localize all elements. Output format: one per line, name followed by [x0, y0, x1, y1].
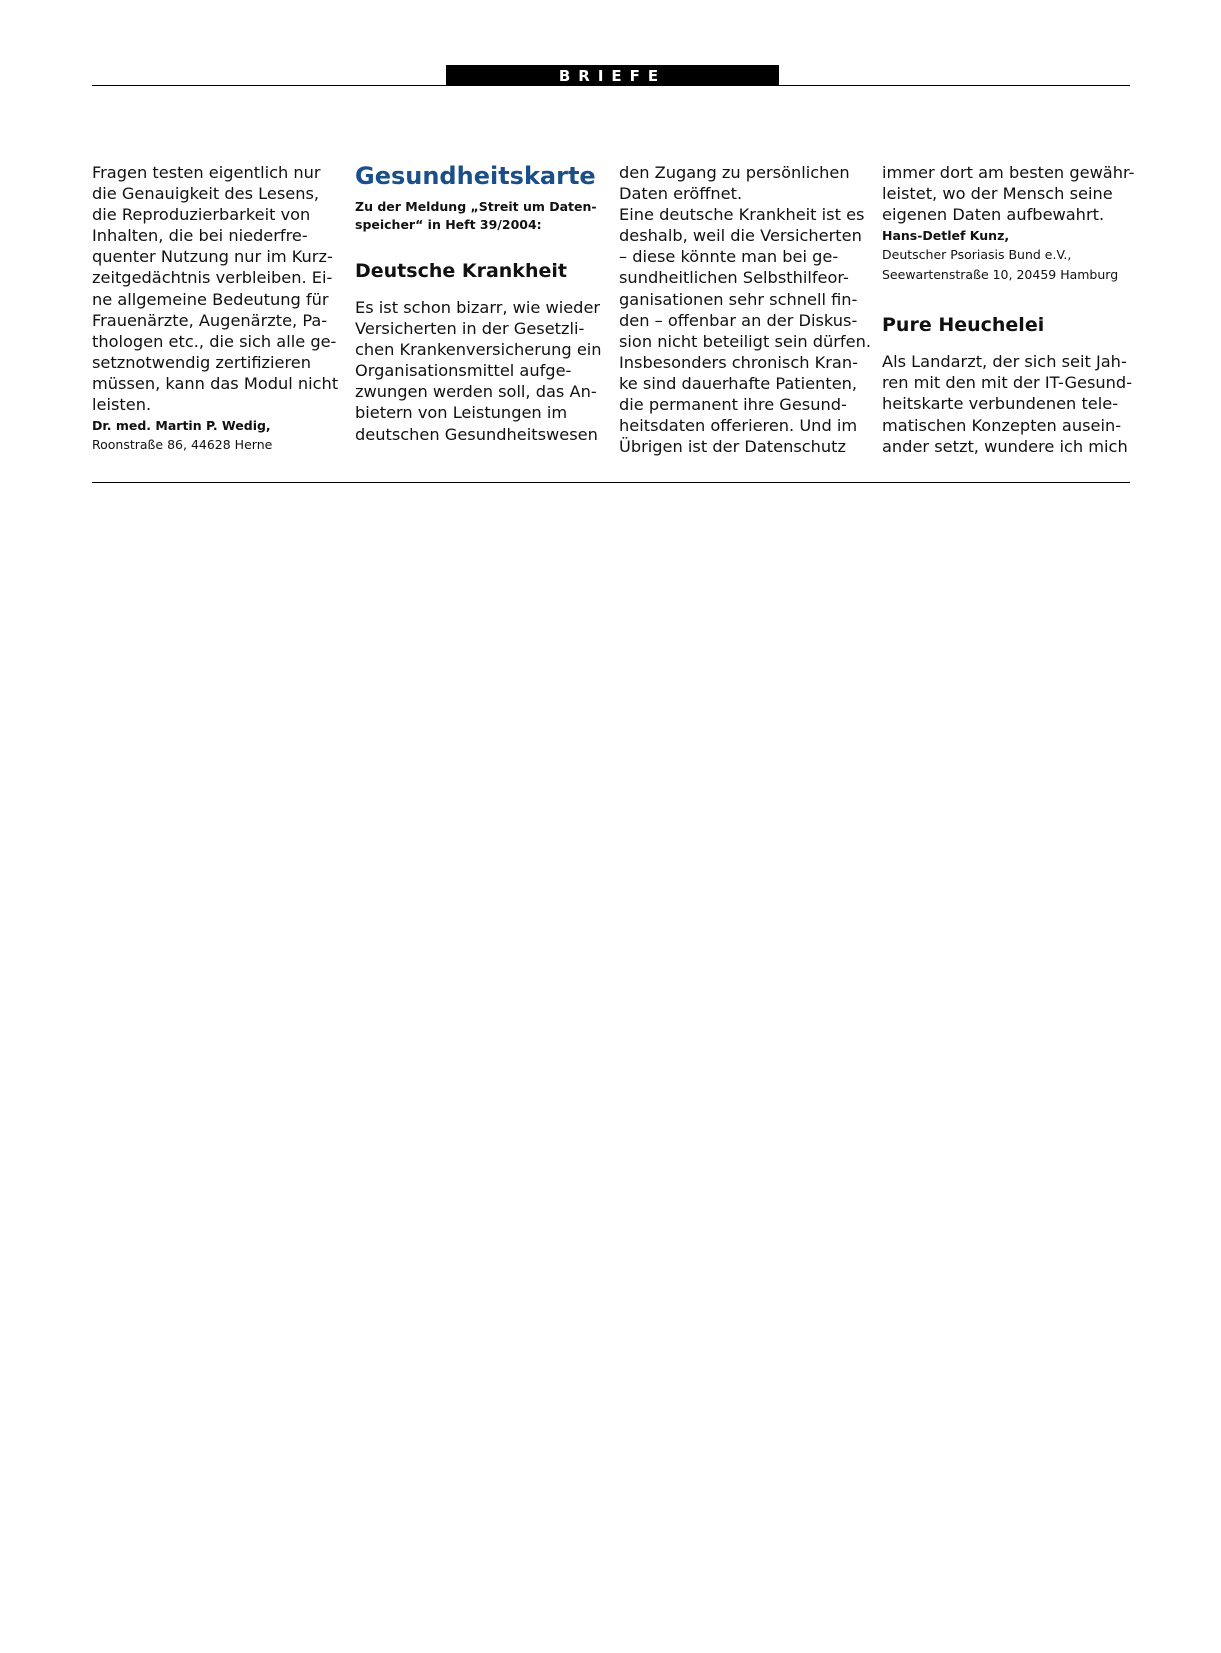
text-line: ren mit den mit der IT-Gesund- [882, 373, 1133, 393]
text-line: ne allgemeine Bedeutung für [92, 289, 329, 309]
text-line: die Reproduzierbarkeit von [92, 205, 311, 225]
text-line: die Genauigkeit des Lesens, [92, 184, 320, 204]
letter-heading: Pure Heuchelei [882, 314, 1045, 337]
text-line: thologen etc., die sich alle ge- [92, 331, 337, 351]
letter-body-end [882, 162, 1135, 225]
text-line: die permanent ihre Gesund- [619, 395, 847, 415]
column-3 [619, 162, 871, 457]
text-line: zwungen werden soll, das An- [355, 382, 597, 402]
text-line: deshalb, weil die Versicherten [619, 226, 862, 246]
text-line: Eine deutsche Krankheit ist es [619, 205, 865, 225]
article-reference [355, 198, 603, 233]
column-1 [92, 162, 340, 455]
text-line: Organisationsmittel aufge- [355, 361, 572, 381]
text-line: zeitgedächtnis verbleiben. Ei- [92, 268, 333, 288]
text-line: sundheitlichen Selbsthilfeor- [619, 268, 849, 288]
text-line: Versicherten in der Gesetzli- [355, 319, 585, 339]
author-organization: Deutscher Psoriasis Bund e.V., [882, 247, 1072, 263]
author-address: Seewartenstraße 10, 20459 Hamburg [882, 267, 1119, 283]
column-2 [355, 162, 603, 445]
text-line: bietern von Leistungen im [355, 403, 568, 423]
reference-line: Zu der Meldung „Streit um Daten- [355, 199, 597, 214]
text-line: chen Krankenversicherung ein [355, 340, 602, 360]
section-label: BRIEFE [446, 65, 779, 86]
text-line: den Zugang zu persönlichen [619, 163, 850, 182]
text-line: deutschen Gesundheitswesen [355, 424, 598, 444]
letter-body [355, 297, 603, 445]
letter-body [882, 351, 1133, 456]
author-name: Hans-Detlef Kunz, [882, 228, 1010, 244]
footer-rule [92, 482, 1130, 483]
text-line: Es ist schon bizarr, wie wieder [355, 298, 601, 317]
article-title: Gesundheitskarte [355, 162, 596, 190]
text-line: quenter Nutzung nur im Kurz- [92, 247, 333, 267]
author-name: Dr. med. Martin P. Wedig, [92, 418, 271, 434]
text-line: Als Landarzt, der sich seit Jah- [882, 352, 1127, 372]
text-line: müssen, kann das Modul nicht [92, 373, 339, 393]
text-line: eigenen Daten aufbewahrt. [882, 205, 1105, 225]
text-line: heitskarte verbundenen tele- [882, 394, 1119, 414]
author-address: Roonstraße 86, 44628 Herne [92, 437, 273, 453]
letter-body-continued [619, 162, 871, 457]
text-line: den – offenbar an der Diskus- [619, 310, 858, 330]
text-line: – diese könnte man bei ge- [619, 247, 839, 267]
text-line: leisten. [92, 395, 152, 415]
letter-heading: Deutsche Krankheit [355, 260, 567, 282]
column-4 [882, 162, 1135, 457]
text-line: ke sind dauerhafte Patienten, [619, 373, 858, 393]
text-line: Inhalten, die bei niederfre- [92, 226, 308, 246]
text-line: Insbesonders chronisch Kran- [619, 352, 858, 372]
text-line: Fragen testen eigentlich nur [92, 163, 321, 182]
text-line: leistet, wo der Mensch seine [882, 184, 1113, 204]
text-line: immer dort am besten gewähr- [882, 163, 1135, 182]
text-line: setznotwendig zertifizieren [92, 352, 312, 372]
text-line: ander setzt, wundere ich mich [882, 436, 1128, 456]
text-line: sion nicht beteiligt sein dürfen. [619, 331, 871, 351]
text-line: heitsdaten offerieren. Und im [619, 416, 858, 436]
text-line: Daten eröffnet. [619, 184, 743, 204]
text-line: Übrigen ist der Datenschutz [619, 437, 847, 457]
text-line: Frauenärzte, Augenärzte, Pa- [92, 310, 328, 330]
text-line: matischen Konzepten ausein- [882, 415, 1122, 435]
text-line: ganisationen sehr schnell fin- [619, 289, 858, 309]
reference-line: speicher“ in Heft 39/2004: [355, 216, 542, 232]
letter-continuation [92, 162, 340, 415]
